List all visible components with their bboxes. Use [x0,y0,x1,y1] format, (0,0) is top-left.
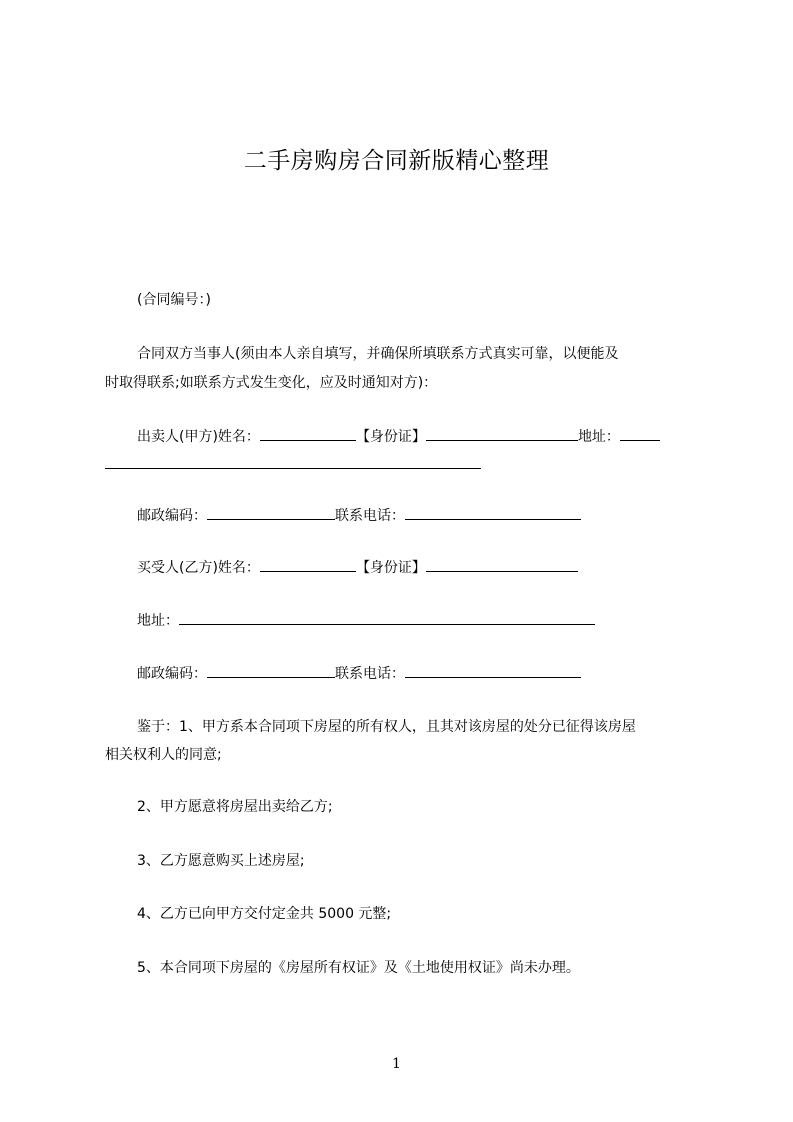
whereas-clause-4: 4、乙方已向甲方交付定金共 5000 元整; [137,906,392,922]
seller-phone-label: 联系电话： [335,508,405,524]
seller-id-field[interactable] [426,426,578,441]
seller-name-label: 出卖人(甲方)姓名： [137,429,260,445]
document-title: 二手房购房合同新版精心整理 [243,148,550,174]
buyer-id-field[interactable] [426,557,578,572]
buyer-address-field[interactable] [179,610,595,625]
whereas-clause-1-line-1: 鉴于：1、甲方系本合同项下房屋的所有权人，且其对该房屋的处分已征得该房屋 [137,719,636,735]
seller-line [137,426,660,447]
buyer-address-line [137,610,595,631]
buyer-address-label: 地址： [137,613,179,629]
whereas-clause-3: 3、乙方愿意购买上述房屋; [137,853,305,869]
whereas-clause-5: 5、本合同项下房屋的《房屋所有权证》及《土地使用权证》尚未办理。 [137,960,580,976]
buyer-line [137,557,578,578]
buyer-postcode-label: 邮政编码： [137,666,207,682]
buyer-name-label: 买受人(乙方)姓名： [137,560,260,576]
buyer-name-field[interactable] [260,557,356,572]
parties-intro-line-1: 合同双方当事人(须由本人亲自填写，并确保所填联系方式真实可靠，以便能及 [137,346,619,362]
buyer-postcode-field[interactable] [207,663,335,678]
whereas-clause-1-line-2: 相关权利人的同意; [105,747,222,763]
buyer-id-label: 【身份证】 [355,560,426,576]
seller-address-continuation [105,454,481,475]
seller-address-field-continued[interactable] [105,454,481,469]
buyer-phone-field[interactable] [405,663,581,678]
contract-number: (合同编号：) [137,292,211,308]
page-number: 1 [392,1056,401,1072]
parties-intro-line-2: 时取得联系;如联系方式发生变化，应及时通知对方)： [105,375,438,391]
seller-contact-line [137,505,581,526]
seller-address-label: 地址： [577,429,620,445]
whereas-clause-2: 2、甲方愿意将房屋出卖给乙方; [137,799,333,815]
seller-postcode-label: 邮政编码： [137,508,207,524]
seller-postcode-field[interactable] [207,505,335,520]
buyer-phone-label: 联系电话： [335,666,405,682]
seller-id-label: 【身份证】 [355,429,426,445]
seller-name-field[interactable] [260,426,356,441]
seller-phone-field[interactable] [405,505,581,520]
buyer-contact-line [137,663,581,684]
seller-address-field[interactable] [620,426,660,441]
